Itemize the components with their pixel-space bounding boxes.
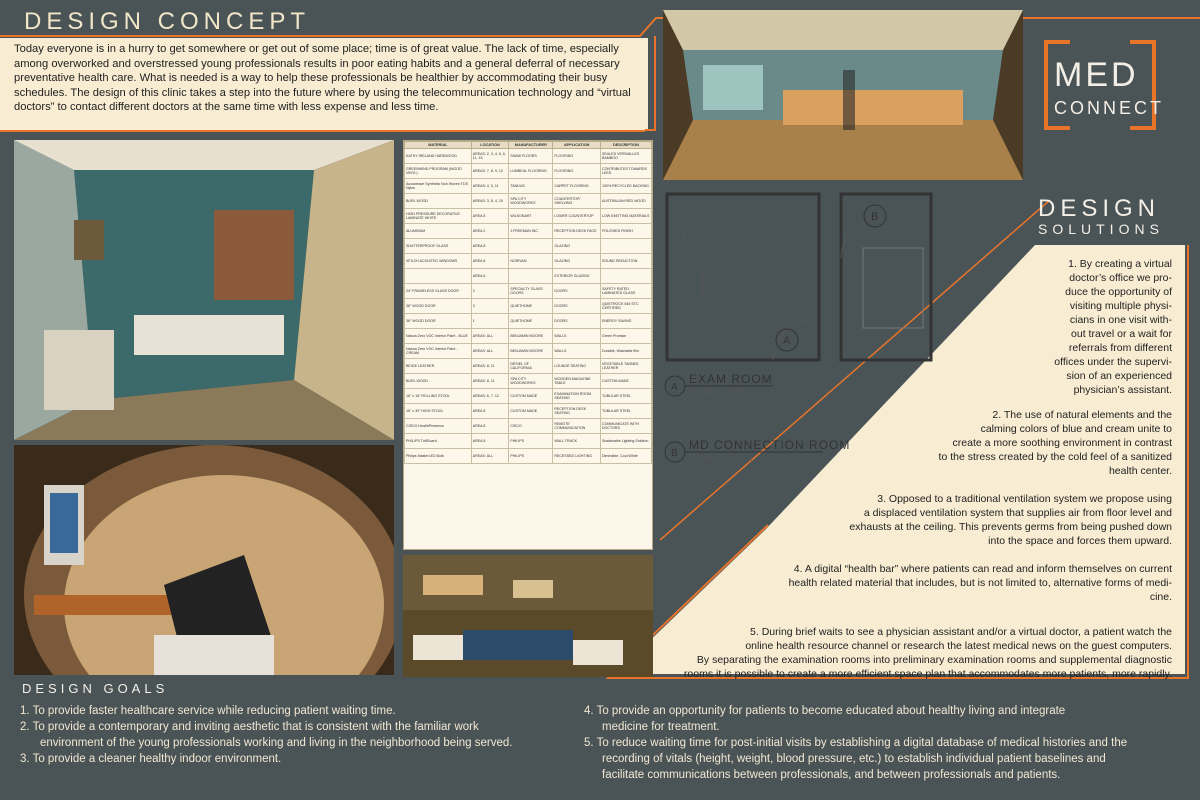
intro-paragraph: Today everyone is in a hurry to get somewhere or get out of some place; time is of great value. The lack of time, especially among overworked and overstressed young professionals results in poor eating habits and a general deferral of necessary preventative health care. What is needed is a way to help these professionals be healthier by accommodating their busy schedules. The design of this clinic takes a step into the future where by using the telecommunication technology and “virtual doctors” to contact different doctors at the same time with less expense and less time.	[14, 43, 631, 114]
table-cell: SHAW FLOORS	[509, 149, 553, 164]
materials-table-grid	[404, 141, 652, 464]
table-cell: PHILIPS TuffGuard	[405, 434, 472, 449]
table-cell	[600, 239, 651, 254]
table-cell: REMOTE COMMUNICATION	[553, 419, 601, 434]
table-cell: 36" WOOD DOOR	[405, 314, 472, 329]
goal-5-line2: recording of vitals (height, weight, blood pressure, etc.) to establish individual patient baselines and	[602, 753, 1106, 765]
table-cell: QUIETHOME	[509, 299, 553, 314]
table-row	[405, 284, 652, 299]
solution-4	[712, 562, 1172, 604]
table-row	[405, 224, 652, 239]
md-label-marker: B	[671, 448, 678, 459]
goal-5-line3: facilitate communications between professionals, and between professionals and patients.	[602, 769, 1061, 781]
table-cell	[509, 269, 553, 284]
table-cell: 24" FRAMELESS GLASS DOOR	[405, 284, 472, 299]
table-row	[405, 359, 652, 374]
design-solutions-title: DESIGN	[1038, 195, 1161, 222]
table-cell: LOWER COUNTERTOP	[553, 209, 601, 224]
table-cell: DOORS	[553, 299, 601, 314]
table-row	[405, 404, 652, 419]
solution-line: exhausts at the ceiling. This prevents germs from being pushed down	[849, 521, 1172, 533]
table-cell: 100% RECYCLED BACKING	[600, 179, 651, 194]
table-cell: AREAS: ALL	[471, 344, 509, 359]
goal-2-line1: 2. To provide a contemporary and inviting aesthetic that is consistent with the familiar work	[20, 721, 479, 733]
table-row	[405, 329, 652, 344]
table-cell: WALLS	[553, 344, 601, 359]
table-cell: QUIETROCK 545 STC CERTIFIED	[600, 299, 651, 314]
solution-line: rooms it is possible to create a more efficient space plan that accommodates more patients, more rapidly.	[683, 668, 1172, 680]
table-cell: AREAS: 8, 11	[471, 359, 509, 374]
table-row	[405, 389, 652, 404]
table-header: DESCRIPTION	[600, 142, 651, 149]
table-cell: PHILIPS	[509, 449, 553, 464]
goal-5-line1: 5. To reduce waiting time for post-initial visits by establishing a digital database of medical histories and the	[584, 737, 1128, 749]
solution-line: health related material that includes, but is not limited to, alternative forms of medi-	[788, 577, 1172, 589]
table-cell: AREA 8	[471, 239, 509, 254]
table-cell: Sustainable Lighting Solution	[600, 434, 651, 449]
table-cell: FLOORING	[553, 149, 601, 164]
table-cell: BURL WOOD	[405, 374, 472, 389]
solution-line: 1. By creating a virtual	[1068, 258, 1172, 270]
table-cell: SAFETY RATED LAMINATED GLASS	[600, 284, 651, 299]
table-cell: RECESSED LIGHTING	[553, 449, 601, 464]
solution-line: duce the opportunity of	[1065, 286, 1172, 298]
table-cell: CUSTOM MADE	[509, 404, 553, 419]
table-cell: TANDUS	[509, 179, 553, 194]
table-cell: QUIETHOME	[509, 314, 553, 329]
table-cell: BENJAMIN MOORE	[509, 344, 553, 359]
table-cell: BEIGE LEATHER	[405, 359, 472, 374]
table-cell	[405, 269, 472, 284]
table-cell: GLAZING	[553, 254, 601, 269]
table-row	[405, 299, 652, 314]
table-cell: CISCO	[509, 419, 553, 434]
table-cell: AREA 2	[471, 224, 509, 239]
solution-line: calming colors of blue and cream unite to	[980, 423, 1172, 435]
md-room-section-marker: B	[871, 211, 879, 223]
table-row	[405, 239, 652, 254]
table-header: APPLICATION	[553, 142, 601, 149]
table-cell: AREA 8	[471, 404, 509, 419]
table-row	[405, 314, 652, 329]
table-header: MANUFACTURER	[509, 142, 553, 149]
goal-2-line2: environment of the young professionals working and living in the neighborhood being served.	[40, 737, 513, 749]
table-cell: KATHY IRELAND HARDWOOD	[405, 149, 472, 164]
design-concept-title: DESIGN CONCEPT	[24, 8, 311, 35]
md-room-scale: SCALE 3/8" : 1'-0"	[689, 453, 781, 463]
exam-room-section-marker: A	[783, 335, 791, 347]
solution-3	[752, 492, 1172, 548]
md-room-title: MD CONNECTION ROOM	[689, 438, 851, 452]
table-cell: NORIVAN	[509, 254, 553, 269]
table-cell: SHATTERPROOF GLASS	[405, 239, 472, 254]
table-cell: GREENWIND PROGRAM (WOOD VINYL)	[405, 164, 472, 179]
table-cell: ALUMINUM	[405, 224, 472, 239]
table-row	[405, 434, 652, 449]
table-cell: 16" x 30" HIGH STOOL	[405, 404, 472, 419]
table-cell: Accuweave Synthetic Non Woven TDS Nylon	[405, 179, 472, 194]
table-cell: AREAS: 2, 3, 4, 5, 6, 11, 15	[471, 149, 509, 164]
md-connection-room-render	[14, 445, 394, 675]
table-cell: SEALED VERSAILLES BAMBOO	[600, 149, 651, 164]
table-cell: XFILCH ACOUSTIC WINDOWS	[405, 254, 472, 269]
goal-4-line2: medicine for treatment.	[602, 721, 720, 733]
table-cell: LOUNGE SEATING	[553, 359, 601, 374]
table-header: LOCATION	[471, 142, 509, 149]
table-cell: AREAS: 8, 11	[471, 374, 509, 389]
table-row	[405, 419, 652, 434]
table-cell: AREA 8	[471, 434, 509, 449]
table-cell: CUSTOM MADE	[600, 374, 651, 389]
table-cell: SPA CITY WOODWORKS	[509, 374, 553, 389]
table-row	[405, 269, 652, 284]
table-header: MATERIAL	[405, 142, 472, 149]
table-cell: 3	[471, 299, 509, 314]
table-row	[405, 194, 652, 209]
solution-line: a displaced ventilation system that supplies air from floor level and	[863, 507, 1172, 519]
table-cell: HIGH PRESSURE DECORATIVE LAMINATE WHITE	[405, 209, 472, 224]
lobby-render	[663, 10, 1023, 180]
solution-line: offices under the supervi-	[1054, 356, 1172, 368]
table-cell	[600, 269, 651, 284]
solution-2	[842, 408, 1172, 478]
table-cell: SPA CITY WOODWORKS	[509, 194, 553, 209]
table-cell: VEGETABLE TANNED LEATHER	[600, 359, 651, 374]
solution-line: cine.	[1149, 591, 1172, 603]
table-cell: AREA 8	[471, 209, 509, 224]
solution-line: 4. A digital “health bar” where patients can read and inform themselves on current	[793, 563, 1172, 575]
table-row	[405, 209, 652, 224]
goal-3: 3. To provide a cleaner healthy indoor environment.	[20, 753, 282, 765]
table-cell: WILSONART	[509, 209, 553, 224]
table-cell: AREAS: ALL	[471, 329, 509, 344]
table-cell: EXTERIOR GLAZING	[553, 269, 601, 284]
table-cell: PHILIPS	[509, 434, 553, 449]
exam-room-scale: SCALE 3/8" : 1'-0"	[689, 387, 781, 397]
solution-line: 5. During brief waits to see a physician assistant and/or a virtual doctor, a patient watch the	[750, 626, 1172, 638]
table-cell	[509, 239, 553, 254]
solution-line: referrals from different	[1068, 342, 1172, 354]
solution-line: cians in one visit with-	[1069, 314, 1172, 326]
table-cell: DOORS	[553, 314, 601, 329]
table-cell: EXAMINATION ROOM SEATING	[553, 389, 601, 404]
solution-line: 2. The use of natural elements and the	[992, 409, 1172, 421]
exam-room-render	[14, 140, 394, 440]
solution-1	[992, 257, 1172, 397]
table-cell: FLOORING	[553, 164, 601, 179]
solution-line: visiting multiple physi-	[1069, 300, 1172, 312]
materials-table	[403, 140, 653, 550]
table-cell: CARPET FLOORING	[553, 179, 601, 194]
table-cell: Green Promise	[600, 329, 651, 344]
solution-line: 3. Opposed to a traditional ventilation system we propose using	[877, 493, 1172, 505]
table-cell: DESIEL OF CALIFORNIA	[509, 359, 553, 374]
table-cell: AREAS: 6, 7, 12	[471, 389, 509, 404]
table-cell: AREA 6	[471, 269, 509, 284]
goal-4-line1: 4. To provide an opportunity for patients to become educated about healthy living and integrate	[584, 705, 1066, 717]
solution-line: online health resource channel or research the latest medical news on the guest computers.	[745, 640, 1172, 652]
solution-line: sion of an experienced	[1066, 370, 1172, 382]
table-row	[405, 449, 652, 464]
table-row	[405, 164, 652, 179]
table-cell: TUBULAR STEEL	[600, 389, 651, 404]
table-cell: SPECIALTY GLASS DOORS	[509, 284, 553, 299]
solution-line: to the stress created by the cold feel of a sanitized	[938, 451, 1172, 463]
table-cell: TUBULAR STEEL	[600, 404, 651, 419]
table-cell: 36" WOOD DOOR	[405, 299, 472, 314]
table-cell: AUSTRALIAN RED WOOD	[600, 194, 651, 209]
table-cell: AREAS: 3, 8, 4, 15	[471, 194, 509, 209]
table-cell: AREAS: 4, 5, 11	[471, 179, 509, 194]
table-cell: CISCO HealthPresence	[405, 419, 472, 434]
table-cell: GLAZING	[553, 239, 601, 254]
solution-line: into the space and forces them upward.	[988, 535, 1172, 547]
table-cell: AREAS: ALL	[471, 449, 509, 464]
solution-line: health center.	[1108, 465, 1172, 477]
table-row	[405, 374, 652, 389]
table-cell: J.FREEMAN INC.	[509, 224, 553, 239]
table-cell: Philips MasterLED Bulb	[405, 449, 472, 464]
med-connect-logo	[1040, 40, 1164, 130]
solution-line: doctor’s office we pro-	[1069, 272, 1172, 284]
table-cell: 2	[471, 284, 509, 299]
table-cell: WALL TRACK	[553, 434, 601, 449]
table-cell: 1	[471, 314, 509, 329]
table-cell: POLISHED FINISH	[600, 224, 651, 239]
table-cell: DOORS	[553, 284, 601, 299]
table-cell: Durable, Washable film	[600, 344, 651, 359]
table-cell: AREA 8	[471, 419, 509, 434]
table-cell: COMMUNICATE WITH DOCTORS	[600, 419, 651, 434]
design-goals-title: DESIGN GOALS	[22, 681, 169, 696]
table-row	[405, 149, 652, 164]
table-cell: RECEPTION DESK FACE	[553, 224, 601, 239]
table-cell: BENJAMIN MOORE	[509, 329, 553, 344]
solution-line: create a more soothing environment in contrast	[952, 437, 1172, 449]
logo-med: MED	[1054, 56, 1139, 94]
table-cell: COUNTERTOP/ SHELVING	[553, 194, 601, 209]
table-cell: AREAS: 7, 8, 9, 12	[471, 164, 509, 179]
exam-room-title: EXAM ROOM	[689, 372, 773, 386]
table-cell: RECEPTION DESK SEATING	[553, 404, 601, 419]
table-row	[405, 179, 652, 194]
table-cell: AREA 8	[471, 254, 509, 269]
table-cell: SOUND REDUCTION	[600, 254, 651, 269]
logo-connect: CONNECT	[1054, 98, 1164, 118]
exam-label-marker: A	[671, 382, 678, 393]
solution-line: out travel or a wait for	[1071, 328, 1172, 340]
solution-line: By separating the examination rooms into preliminary examination rooms and supplemental diagnostic	[696, 654, 1172, 666]
table-cell: LOW EMITTING MATERIALS	[600, 209, 651, 224]
table-cell: 16" x 18" ROLLING STOOL	[405, 389, 472, 404]
table-row	[405, 254, 652, 269]
table-cell: Natura Zero VOC Interior Paint - CREAM	[405, 344, 472, 359]
table-cell: BURL WOOD	[405, 194, 472, 209]
table-row	[405, 344, 652, 359]
solution-5	[612, 625, 1172, 681]
goal-1: 1. To provide faster healthcare service while reducing patient waiting time.	[20, 705, 396, 717]
table-cell: CUSTOM MADE	[509, 389, 553, 404]
table-cell: WOODEN MAGAZINE TABLE	[553, 374, 601, 389]
table-cell: WALLS	[553, 329, 601, 344]
table-cell: CONTRIBUTES TOWARDS LEED	[600, 164, 651, 179]
table-cell: Natura Zero VOC Interior Paint - BLUE	[405, 329, 472, 344]
table-cell: LUMBEAL FLOORING	[509, 164, 553, 179]
solution-line: physician’s assistant.	[1073, 384, 1172, 396]
table-cell: ENERGY SAVING	[600, 314, 651, 329]
design-solutions-subtitle: SOLUTIONS	[1038, 221, 1164, 237]
table-cell: Dimmable, Cool White	[600, 449, 651, 464]
